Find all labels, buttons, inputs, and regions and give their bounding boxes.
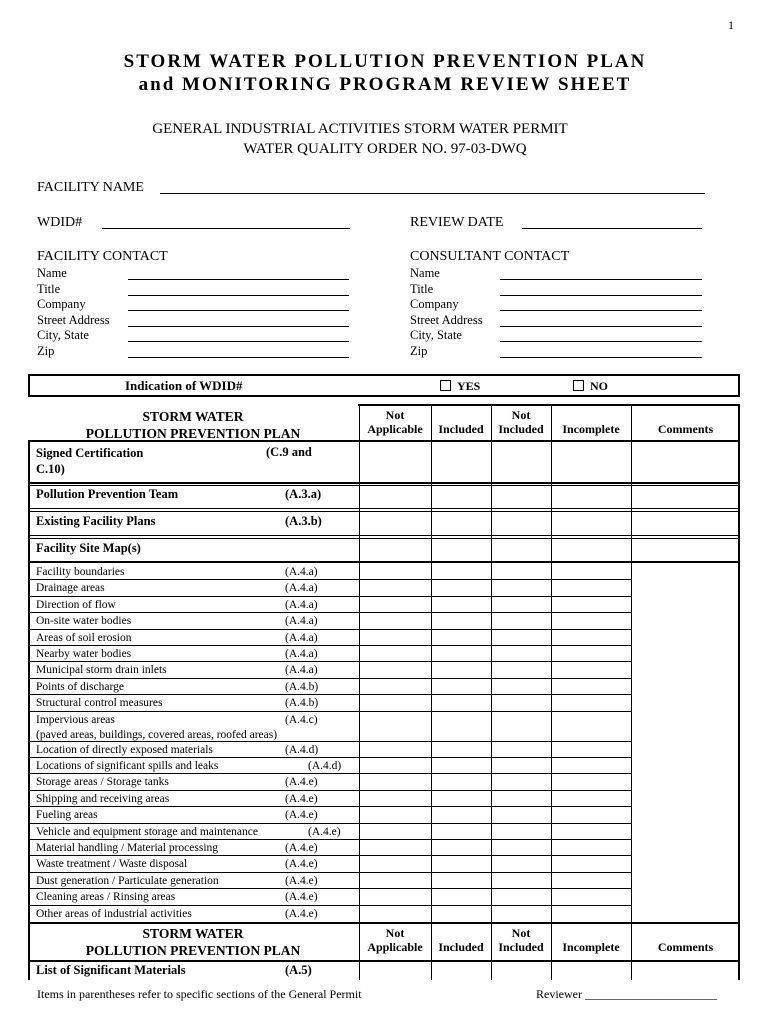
facility-contact-field-label: Company	[37, 297, 86, 312]
section-title-repeat-line1: STORM WATER	[142, 926, 244, 941]
col-comments-repeat: Comments	[657, 940, 714, 954]
list-item-label: Impervious areas	[36, 713, 115, 726]
facility-contact-field-input[interactable]	[128, 357, 349, 358]
significant-materials-label: List of Significant Materials	[36, 963, 186, 977]
list-item-label: Vehicle and equipment storage and maintenance	[36, 825, 258, 838]
existing-plans-code: (A.3.b)	[285, 514, 322, 528]
col-not-included-repeat-line2: Included	[498, 940, 544, 954]
review-date-field[interactable]	[522, 228, 702, 229]
signed-certification-code: (C.9 and	[266, 445, 312, 459]
list-item-label: Locations of significant spills and leaks	[36, 760, 219, 772]
col-not-applicable-line1: Not	[385, 408, 405, 422]
list-item-label: Facility boundaries	[36, 566, 125, 578]
review-date-label: REVIEW DATE	[410, 215, 504, 230]
table-rule	[431, 922, 432, 980]
table-rule	[28, 482, 740, 484]
facility-contact-field-input[interactable]	[128, 326, 349, 327]
list-item	[36, 758, 358, 774]
list-item-code: (A.4.e)	[285, 907, 318, 920]
table-rule	[28, 485, 740, 486]
table-rule	[491, 404, 492, 561]
table-rule	[28, 612, 631, 613]
table-rule	[28, 538, 740, 539]
table-rule	[28, 678, 631, 679]
no-label: NO	[590, 379, 608, 393]
no-option[interactable]	[573, 379, 608, 394]
footer-note: Items in parentheses refer to specific sections of the General Permit	[37, 987, 362, 1001]
list-item	[36, 662, 358, 678]
facility-contact-field-input[interactable]	[128, 310, 349, 311]
consultant-contact-field-input[interactable]	[500, 357, 702, 358]
list-item-code: (A.4.b)	[285, 697, 319, 710]
list-item	[36, 873, 358, 889]
table-rule	[551, 561, 552, 922]
list-item-label: On-site water bodies	[36, 615, 132, 628]
col-not-applicable-repeat	[359, 926, 431, 954]
col-not-included-repeat	[491, 926, 551, 954]
page-title: STORM WATER POLLUTION PREVENTION PLAN	[123, 51, 647, 72]
facility-contact-field-label: Name	[37, 266, 67, 280]
list-item	[36, 695, 358, 711]
permit-subtitle: GENERAL INDUSTRIAL ACTIVITIES STORM WATER PERMIT	[152, 121, 568, 137]
list-item-label: Shipping and receiving areas	[36, 792, 170, 805]
table-rule	[631, 922, 632, 980]
table-rule	[631, 404, 632, 561]
list-item	[36, 564, 358, 580]
table-rule	[431, 404, 432, 561]
facility-contact-field-input[interactable]	[128, 279, 349, 280]
list-item	[36, 889, 358, 905]
list-item	[36, 712, 358, 742]
wdid-label: WDID#	[37, 215, 83, 230]
col-incomplete: Incomplete	[562, 422, 620, 436]
significant-materials-code: (A.5)	[285, 963, 312, 977]
no-checkbox[interactable]	[573, 380, 584, 391]
signed-certification-label: Signed Certification	[36, 446, 144, 460]
table-rule	[359, 922, 360, 980]
reviewer-label: Reviewer ______________________	[536, 987, 717, 1001]
list-item-label: Other areas of industrial activities	[36, 907, 192, 920]
list-item	[36, 613, 358, 629]
consultant-contact-field-input[interactable]	[500, 326, 702, 327]
list-item	[36, 679, 358, 695]
table-rule	[28, 922, 740, 924]
table-rule	[28, 839, 631, 840]
table-rule	[28, 741, 631, 742]
order-subtitle: WATER QUALITY ORDER NO. 97-03-DWQ	[243, 141, 527, 157]
table-rule	[491, 922, 492, 980]
list-item-label: Material handling / Material processing	[36, 842, 219, 854]
list-item	[36, 807, 358, 823]
col-not-applicable-repeat-line2: Applicable	[367, 940, 423, 954]
consultant-contact-field-label: City, State	[410, 328, 462, 343]
table-rule	[28, 440, 740, 442]
list-item-label: Fueling areas	[36, 809, 98, 822]
table-rule	[28, 629, 631, 630]
wdid-field[interactable]	[102, 228, 350, 229]
table-rule	[631, 561, 632, 922]
list-item-label: Cleaning areas / Rinsing areas	[36, 891, 176, 904]
table-rule	[28, 905, 631, 906]
list-item-code: (A.4.e)	[285, 874, 318, 887]
section-title-repeat	[28, 925, 358, 959]
list-item-label: Waste treatment / Waste disposal	[36, 858, 188, 871]
signed-certification	[36, 445, 143, 477]
list-item	[36, 774, 358, 790]
table-rule	[359, 404, 360, 561]
list-item-label: Structural control measures	[36, 697, 163, 710]
col-not-included-line2: Included	[498, 422, 544, 436]
facility-contact-field-label: City, State	[37, 328, 89, 343]
wdid-indication-box	[28, 374, 740, 397]
review-table	[28, 404, 740, 976]
table-rule	[28, 823, 631, 824]
list-item	[36, 824, 358, 840]
table-rule	[28, 596, 631, 597]
col-not-applicable-repeat-line1: Not	[385, 926, 405, 940]
section-title	[28, 408, 358, 442]
section-title-repeat-line2: POLLUTION PREVENTION PLAN	[85, 943, 301, 958]
facility-name-label: FACILITY NAME	[37, 180, 144, 195]
list-item-label: Dust generation / Particulate generation	[36, 874, 219, 887]
col-included-repeat: Included	[438, 940, 484, 954]
col-included: Included	[438, 422, 484, 436]
list-item-code: (A.4.a)	[285, 631, 318, 644]
list-item	[36, 856, 358, 872]
table-rule	[738, 404, 740, 980]
list-item	[36, 630, 358, 646]
consultant-contact-field-input[interactable]	[500, 295, 702, 296]
consultant-contact-field-input[interactable]	[500, 341, 702, 342]
list-item	[36, 906, 358, 922]
facility-contact-heading: FACILITY CONTACT	[37, 249, 168, 264]
facility-contact-field-label: Street Address	[37, 312, 110, 327]
list-item-code: (A.4.e)	[285, 891, 318, 904]
signed-certification-label-2: C.10)	[36, 462, 65, 476]
list-item-label: Location of directly exposed materials	[36, 743, 213, 756]
list-item	[36, 646, 358, 662]
facility-contact-field-label: Title	[37, 281, 61, 296]
facility-contact-field-input[interactable]	[128, 341, 349, 342]
list-item-label: Drainage areas	[36, 582, 105, 595]
consultant-contact-field-label: Title	[410, 281, 434, 296]
table-rule	[491, 561, 492, 922]
list-item-label: Nearby water bodies	[36, 648, 132, 660]
pollution-team-label: Pollution Prevention Team	[36, 487, 179, 501]
table-rule	[28, 508, 740, 509]
col-not-included	[491, 408, 551, 436]
table-rule	[28, 888, 631, 889]
list-item-code: (A.4.e)	[308, 825, 341, 838]
list-item-code: (A.4.d)	[285, 743, 319, 756]
col-not-applicable	[359, 408, 431, 436]
list-item-code: (A.4.b)	[285, 680, 319, 693]
col-not-included-repeat-line1: Not	[511, 926, 531, 940]
existing-plans-label: Existing Facility Plans	[36, 514, 156, 528]
table-rule	[28, 535, 740, 536]
table-rule	[359, 561, 360, 922]
consultant-contact-heading: CONSULTANT CONTACT	[410, 249, 570, 264]
list-item-code: (A.4.e)	[285, 792, 318, 805]
table-rule	[551, 922, 552, 980]
list-item	[36, 791, 358, 807]
list-item-code: (A.4.a)	[285, 648, 318, 660]
col-comments: Comments	[657, 422, 714, 436]
consultant-contact-field-label: Name	[410, 266, 440, 280]
list-item	[36, 742, 358, 758]
list-item	[36, 580, 358, 596]
yes-checkbox[interactable]	[440, 380, 451, 391]
list-item-code: (A.4.a)	[285, 615, 318, 628]
section-title-line2: POLLUTION PREVENTION PLAN	[85, 426, 301, 441]
site-maps-label: Facility Site Map(s)	[36, 541, 141, 555]
list-item-label: Storage areas / Storage tanks	[36, 776, 169, 789]
table-rule	[431, 561, 432, 922]
list-item-code: (A.4.e)	[285, 809, 318, 822]
section-title-line1: STORM WATER	[142, 409, 244, 424]
list-item-code: (A.4.d)	[308, 760, 342, 772]
consultant-contact-field-input[interactable]	[500, 279, 702, 280]
table-rule	[28, 806, 631, 807]
list-item-code: (A.4.a)	[285, 664, 318, 677]
table-rule	[28, 694, 631, 695]
col-incomplete-repeat: Incomplete	[562, 940, 620, 954]
facility-contact-field-label: Zip	[37, 344, 55, 358]
list-item-code: (A.4.e)	[285, 858, 318, 871]
table-rule	[28, 661, 631, 662]
list-item	[36, 597, 358, 613]
table-rule	[28, 579, 631, 580]
wdid-indication-label: Indication of WDID#	[125, 378, 243, 393]
list-item-code: (A.4.a)	[285, 582, 318, 595]
yes-label: YES	[457, 379, 481, 393]
table-rule	[28, 855, 631, 856]
table-rule	[28, 757, 631, 758]
table-rule	[28, 645, 631, 646]
consultant-contact-field-label: Street Address	[410, 312, 483, 327]
consultant-contact-field-label: Company	[410, 297, 459, 312]
consultant-contact-field-input[interactable]	[500, 310, 702, 311]
col-not-applicable-line2: Applicable	[367, 422, 423, 436]
consultant-contact-field-label: Zip	[410, 344, 428, 358]
page-number: 1	[728, 18, 734, 32]
list-item	[36, 840, 358, 856]
yes-option[interactable]	[440, 379, 480, 394]
col-not-included-line1: Not	[511, 408, 531, 422]
table-rule	[358, 404, 740, 406]
table-rule	[28, 561, 740, 563]
list-item-code: (A.4.a)	[285, 598, 318, 611]
table-rule	[28, 790, 631, 791]
table-rule	[28, 960, 740, 962]
pollution-team-code: (A.3.a)	[285, 487, 322, 501]
list-item-code: (A.4.e)	[285, 842, 318, 854]
list-item-label: Areas of soil erosion	[36, 631, 132, 644]
list-item-label: Municipal storm drain inlets	[36, 664, 167, 677]
table-rule	[28, 511, 740, 512]
list-item-code: (A.4.c)	[285, 713, 318, 726]
table-rule	[28, 711, 631, 712]
list-item-code: (A.4.e)	[285, 776, 318, 789]
list-item-label: Points of discharge	[36, 680, 124, 693]
list-item-sublabel: (paved areas, buildings, covered areas, roofed areas)	[36, 728, 278, 741]
table-rule	[28, 872, 631, 873]
list-item-label: Direction of flow	[36, 598, 116, 611]
page-title-line2: and MONITORING PROGRAM REVIEW SHEET	[138, 74, 632, 95]
list-item-code: (A.4.a)	[285, 566, 318, 578]
facility-contact-field-input[interactable]	[128, 295, 349, 296]
table-rule	[28, 773, 631, 774]
facility-name-field[interactable]	[160, 193, 705, 194]
table-rule	[551, 404, 552, 561]
